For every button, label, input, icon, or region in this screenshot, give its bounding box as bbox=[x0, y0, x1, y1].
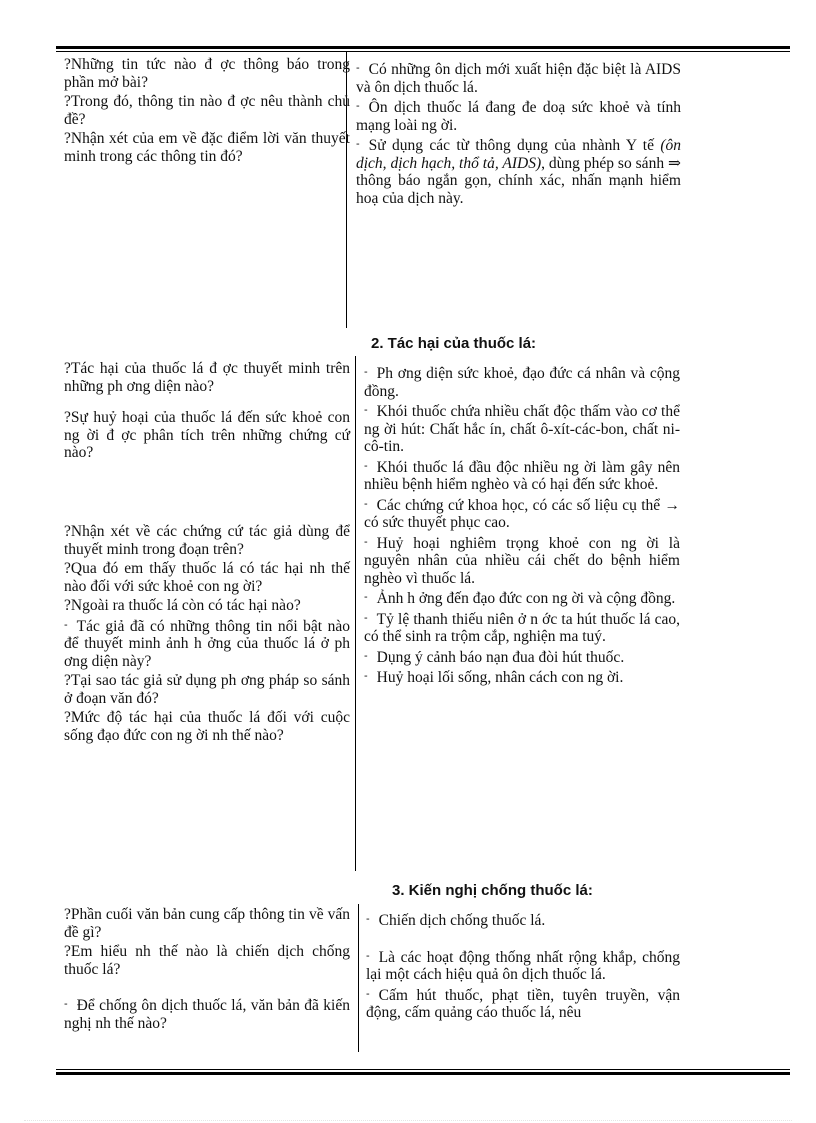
answer: Ph ơng diện sức khoẻ, đạo đức cá nhân và cộng đồng. bbox=[364, 365, 680, 400]
answer: Khói thuốc lá đầu độc nhiều ng ời làm gây nên nhiều bệnh hiểm nghèo và có hại đến sức khoẻ. bbox=[364, 458, 680, 493]
answer: Có những ôn dịch mới xuất hiện đặc biệt là AIDS và ôn dịch thuốc lá. bbox=[356, 61, 681, 96]
answer: Huỷ hoại lối sống, nhân cách con ng ời. bbox=[376, 669, 624, 686]
answer: Sử dụng các từ thông dụng của nhành Y tế bbox=[368, 137, 661, 154]
page-edge bbox=[24, 1120, 792, 1121]
answer: Khói thuốc chứa nhiều chất độc thấm vào cơ thể ng ời hút: Chất hắc ín, chất ô-xít-các-bon, chất ni-cô-tin. bbox=[364, 403, 680, 455]
question: ?Tác hại của thuốc lá đ ợc thuyết minh trên những ph ơng diện nào? bbox=[64, 360, 350, 395]
question: ?Em hiểu nh thế nào là chiến dịch chống thuốc lá? bbox=[64, 943, 350, 978]
question: ?Nhận xét của em về đặc điểm lời văn thuyết minh trong các thông tin đó? bbox=[64, 130, 350, 165]
top-rule-thick bbox=[56, 46, 790, 49]
answer: Tỷ lệ thanh thiếu niên ở n ớc ta hút thuốc lá cao, có thể sinh ra trộm cắp, nghiện ma tuý. bbox=[364, 610, 680, 645]
answer: Ôn dịch thuốc lá đang đe doạ sức khoẻ và tính mạng loài ng ời. bbox=[356, 99, 681, 134]
top-rule-thin bbox=[56, 51, 790, 52]
answer: Các chứng cứ khoa học, có các số liệu cụ thể → có sức thuyết phục cao. bbox=[364, 496, 680, 531]
section3-questions: ?Phần cuối văn bản cung cấp thông tin về vấn đề gì? ?Em hiểu nh thế nào là chiến dịch chống thuốc lá? - Để chống ôn dịch thuốc lá, văn bản đã kiến nghị nh thế nào? bbox=[64, 906, 350, 1032]
answer: Cấm hút thuốc, phạt tiền, tuyên truyền, vận động, cấm quảng cáo thuốc lá, nêu bbox=[366, 986, 680, 1021]
question: ?Nhận xét về các chứng cứ tác giả dùng để thuyết minh trong đoạn trên? bbox=[64, 523, 350, 558]
bottom-rule-thin bbox=[56, 1069, 790, 1070]
question: ?Phần cuối văn bản cung cấp thông tin về vấn đề gì? bbox=[64, 906, 350, 941]
question: ?Tại sao tác giả sử dụng ph ơng pháp so sánh ở đoạn văn đó? bbox=[64, 672, 350, 707]
answer: , dùng phép so sánh ⇒ thông báo ngắn gọn, chính xác, nhấn mạnh hiểm hoạ của dịch này. bbox=[356, 154, 681, 207]
section2-title: 2. Tác hại của thuốc lá: bbox=[371, 335, 537, 352]
section2-questions-top bbox=[64, 360, 350, 464]
section3-title: 3. Kiến nghị chống thuốc lá: bbox=[392, 882, 593, 899]
section1-answers: - Có những ôn dịch mới xuất hiện đặc biệt là AIDS và ôn dịch thuốc lá. - Ôn dịch thuốc lá đang đe doạ sức khoẻ và tính mạng loài ng ời. - Sử dụng các từ thông dụng của nhành Y tế (ôn dịch, dịch hạch, thổ tả, AIDS), dùng phép so sánh ⇒ thông báo ngắn gọn, chính xác, nhấn mạnh hiểm hoạ của dịch này. bbox=[356, 61, 681, 207]
section3-answers: - Chiến dịch chống thuốc lá. - Là các hoạt động thống nhất rộng khắp, chống lại một cách hiệu quả ôn dịch thuốc lá. - Cấm hút thuốc, phạt tiền, tuyên truyền, vận động, cấm quảng cáo thuốc lá, nêu bbox=[366, 912, 680, 1021]
question: ?Ngoài ra thuốc lá còn có tác hại nào? bbox=[64, 597, 301, 614]
question: ?Trong đó, thông tin nào đ ợc nêu thành chủ đề? bbox=[64, 93, 350, 128]
question: ?Mức độ tác hại của thuốc lá đối với cuộc sống đạo đức con ng ời nh thế nào? bbox=[64, 709, 350, 744]
question: ?Những tin tức nào đ ợc thông báo trong phần mở bài? bbox=[64, 56, 350, 91]
answer: Là các hoạt động thống nhất rộng khắp, chống lại một cách hiệu quả ôn dịch thuốc lá. bbox=[366, 948, 680, 983]
answer: Huỷ hoại nghiêm trọng khoẻ con ng ời là nguyên nhân của nhiều cái chết do bệnh hiểm nghèo vì thuốc lá. bbox=[364, 534, 680, 587]
answer: Ảnh h ởng đến đạo đức con ng ời và cộng đồng. bbox=[376, 590, 676, 607]
answer: Dụng ý cảnh báo nạn đua đòi hút thuốc. bbox=[376, 648, 625, 666]
section1-questions bbox=[64, 56, 350, 167]
answer: Chiến dịch chống thuốc lá. bbox=[378, 912, 546, 929]
question: ?Qua đó em thấy thuốc lá có tác hại nh thế nào đối với sức khoẻ con ng ời? bbox=[64, 560, 350, 595]
question: Để chống ôn dịch thuốc lá, văn bản đã kiến nghị nh thế nào? bbox=[64, 997, 350, 1032]
bottom-rule-thick bbox=[56, 1072, 790, 1075]
question: ?Sự huỷ hoại của thuốc lá đến sức khoẻ con ng ời đ ợc phân tích trên những chứng cứ nào? bbox=[64, 409, 350, 461]
section2-questions-bottom: ?Nhận xét về các chứng cứ tác giả dùng để thuyết minh trong đoạn trên? ?Qua đó em thấy thuốc lá có tác hại nh thế nào đối với sức khoẻ con ng ời? ?Ngoài ra thuốc lá còn có tác hại nào? - Tác giả đã có những thông tin nổi bật nào để thuyết minh ảnh h ởng của thuốc lá ở ph ơng diện này? ?Tại sao tác giả sử dụng ph ơng pháp so sánh ở đoạn văn đó? ?Mức độ tác hại của thuốc lá đối với cuộc sống đạo đức con ng ời nh thế nào? bbox=[64, 523, 350, 744]
answer-italic: (ôn dịch, dịch hạch, thổ tả, AIDS) bbox=[356, 137, 681, 172]
section2-answers: - Ph ơng diện sức khoẻ, đạo đức cá nhân và cộng đồng. - Khói thuốc chứa nhiều chất độc thấm vào cơ thể ng ời hút: Chất hắc ín, chất ô-xít-các-bon, chất ni-cô-tin. - Khói thuốc lá đầu độc nhiều ng ời làm gây nên nhiều bệnh hiểm nghèo và có hại đến sức khoẻ. - Các chứng cứ khoa học, có các số liệu cụ thể → có sức thuyết phục cao. - Huỷ hoại nghiêm trọng khoẻ con ng ời là nguyên nhân của nhiều cái chết do bệnh hiểm nghèo vì thuốc lá. - Ảnh h ởng đến đạo đức con ng ời và cộng đồng. - Tỷ lệ thanh thiếu niên ở n ớc ta hút thuốc lá cao, có thể sinh ra trộm cắp, nghiện ma tuý. - Dụng ý cảnh báo nạn đua đòi hút thuốc. - Huỷ hoại lối sống, nhân cách con ng ời. bbox=[364, 365, 680, 686]
column-divider bbox=[358, 904, 359, 1052]
column-divider bbox=[355, 356, 356, 871]
question: Tác giả đã có những thông tin nổi bật nào để thuyết minh ảnh h ởng của thuốc lá ở ph ơng diện này? bbox=[64, 617, 350, 670]
